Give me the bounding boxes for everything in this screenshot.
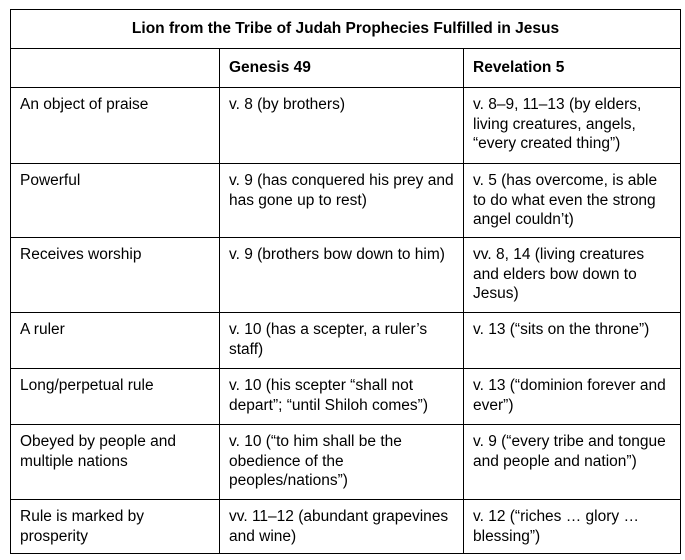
table-row — [11, 313, 681, 369]
prophecy-table-container — [10, 9, 680, 554]
title-row — [11, 10, 681, 49]
row-label: Powerful — [11, 164, 220, 238]
row-label: A ruler — [11, 313, 220, 369]
table-row — [11, 238, 681, 313]
genesis-cell: v. 10 (“to him shall be the obedience of the peoples/nations”) — [220, 425, 464, 500]
header-row — [11, 49, 681, 88]
genesis-cell: v. 10 (his scepter “shall not depart”; “until Shiloh comes”) — [220, 369, 464, 425]
prophecy-table — [10, 9, 681, 554]
revelation-cell: v. 12 (“riches … glory … blessing”) — [464, 500, 681, 554]
revelation-cell: v. 8–9, 11–13 (by elders, living creatures, angels, “every created thing”) — [464, 88, 681, 164]
header-empty — [11, 49, 220, 88]
table-row — [11, 164, 681, 238]
table-row — [11, 88, 681, 164]
revelation-cell: v. 13 (“sits on the throne”) — [464, 313, 681, 369]
header-genesis: Genesis 49 — [220, 49, 464, 88]
revelation-cell: v. 13 (“dominion forever and ever”) — [464, 369, 681, 425]
table-row — [11, 425, 681, 500]
table-row — [11, 369, 681, 425]
row-label: Long/perpetual rule — [11, 369, 220, 425]
revelation-cell: vv. 8, 14 (living creatures and elders bow down to Jesus) — [464, 238, 681, 313]
revelation-cell: v. 9 (“every tribe and tongue and people and nation”) — [464, 425, 681, 500]
row-label: Obeyed by people and multiple nations — [11, 425, 220, 500]
row-label: Receives worship — [11, 238, 220, 313]
table-row — [11, 500, 681, 554]
row-label: An object of praise — [11, 88, 220, 164]
genesis-cell: v. 10 (has a scepter, a ruler’s staff) — [220, 313, 464, 369]
genesis-cell: v. 9 (brothers bow down to him) — [220, 238, 464, 313]
genesis-cell: vv. 11–12 (abundant grapevines and wine) — [220, 500, 464, 554]
genesis-cell: v. 9 (has conquered his prey and has gone up to rest) — [220, 164, 464, 238]
revelation-cell: v. 5 (has overcome, is able to do what even the strong angel couldn’t) — [464, 164, 681, 238]
genesis-cell: v. 8 (by brothers) — [220, 88, 464, 164]
row-label: Rule is marked by prosperity — [11, 500, 220, 554]
header-revelation: Revelation 5 — [464, 49, 681, 88]
table-title: Lion from the Tribe of Judah Prophecies Fulfilled in Jesus — [11, 10, 681, 49]
